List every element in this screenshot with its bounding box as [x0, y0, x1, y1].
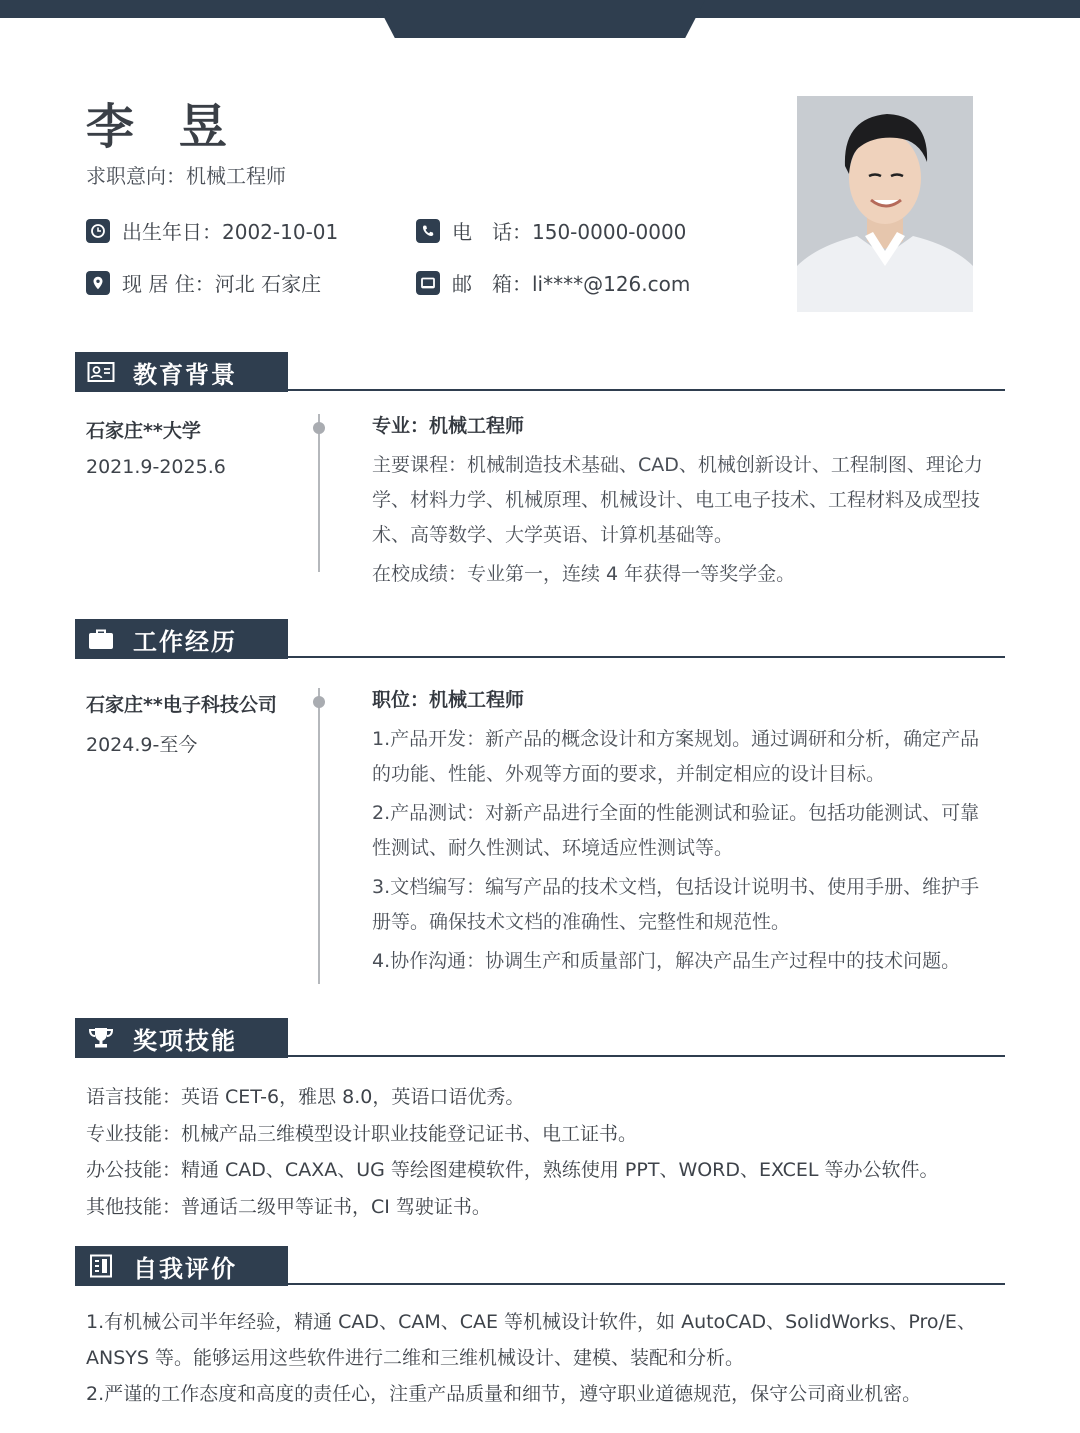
- skill-item: 其他技能：普通话二级甲等证书，CI 驾驶证书。: [86, 1195, 491, 1218]
- residence: 现 居 住：河北 石家庄: [122, 272, 322, 296]
- education-details: [372, 409, 984, 596]
- work-item: 3.文档编写：编写产品的技术文档，包括设计说明书、使用手册、维护手册等。确保技术文档的准确性、完整性和规范性。: [372, 876, 980, 933]
- skill-item: 语言技能：英语 CET-6，雅思 8.0，英语口语优秀。: [86, 1086, 525, 1108]
- self-eval-item: 2.严谨的工作态度和高度的责任心，注重产品质量和细节，遵守职业道德规范，保守公司商业机密。: [86, 1383, 922, 1405]
- major: 专业：机械工程师: [372, 415, 525, 437]
- job-intent: 求职意向：机械工程师: [86, 164, 286, 188]
- education-timeline-dot: [313, 422, 325, 434]
- phone-icon: [416, 219, 440, 243]
- education-timeline: [318, 414, 320, 572]
- self-eval-divider: [75, 1283, 1005, 1285]
- awards-title: 奖项技能: [133, 1026, 237, 1055]
- id-card-icon: [87, 360, 115, 384]
- birth-date-row: [86, 216, 338, 245]
- company-name: 石家庄**电子科技公司: [86, 694, 277, 716]
- work-item: 2.产品测试：对新产品进行全面的性能测试和验证。包括功能测试、可靠性测试、耐久性测试、环境适应性测试等。: [372, 802, 980, 859]
- education-divider: [75, 389, 1005, 391]
- courses: 主要课程：机械制造技术基础、CAD、机械创新设计、工程制图、理论力学、材料力学、机械原理、机械设计、电工电子技术、工程材料及成型技术、高等数学、大学英语、计算机基础等。: [372, 454, 983, 546]
- email: 邮 箱：li****@126.com: [452, 272, 691, 296]
- work-timeline: [318, 688, 320, 984]
- skill-item: 办公技能：精通 CAD、CAXA、UG 等绘图建模软件，熟练使用 PPT、WORD、EXCEL 等办公软件。: [86, 1159, 939, 1181]
- work-timeline-dot: [313, 696, 325, 708]
- clock-icon: [86, 219, 110, 243]
- candidate-name: 李 昱: [86, 99, 241, 155]
- work-item: 1.产品开发：新产品的概念设计和方案规划。通过调研和分析，确定产品的功能、性能、外观等方面的要求，并制定相应的设计目标。: [372, 728, 980, 785]
- email-icon: [416, 271, 440, 295]
- awards-divider: [75, 1055, 1005, 1057]
- self-eval-list: [86, 1304, 996, 1412]
- work-item: 4.协作沟通：协调生产和质量部门，解决产品生产过程中的技术问题。: [372, 950, 961, 972]
- phone-number: 电 话：150-0000-0000: [452, 220, 687, 244]
- education-period: 2021.9-2025.6: [86, 456, 226, 478]
- profile-photo: [797, 96, 973, 312]
- phone-row: [416, 216, 686, 245]
- grades: 在校成绩：专业第一，连续 4 年获得一等奖学金。: [372, 563, 796, 585]
- email-row: [416, 268, 690, 297]
- work-section-header: [75, 619, 1005, 659]
- self-eval-tab: [75, 1246, 288, 1286]
- top-tab-decoration: [375, 0, 705, 38]
- self-eval-item: 1.有机械公司半年经验，精通 CAD、CAM、CAE 等机械设计软件，如 AutoCAD、SolidWorks、Pro/E、ANSYS 等。能够运用这些软件进行二维和三维机械设计、建模、装配和分析。: [86, 1311, 976, 1369]
- awards-section-header: [75, 1018, 1005, 1058]
- school-name: 石家庄**大学: [86, 420, 201, 442]
- residence-row: [86, 268, 321, 297]
- birth-date: 出生年日：2002-10-01: [122, 220, 339, 244]
- education-tab: [75, 352, 288, 392]
- work-details: [372, 683, 984, 983]
- document-icon: [87, 1254, 115, 1278]
- education-section-header: [75, 352, 1005, 392]
- location-pin-icon: [86, 271, 110, 295]
- self-eval-section-header: [75, 1246, 1005, 1286]
- skills-list: [86, 1079, 996, 1225]
- education-title: 教育背景: [133, 360, 237, 389]
- work-title: 工作经历: [133, 627, 237, 656]
- briefcase-icon: [87, 627, 115, 651]
- work-period: 2024.9-至今: [86, 734, 198, 756]
- trophy-icon: [87, 1026, 115, 1050]
- work-tab: [75, 619, 288, 659]
- position: 职位：机械工程师: [372, 689, 525, 711]
- self-eval-title: 自我评价: [133, 1254, 237, 1283]
- skill-item: 专业技能：机械产品三维模型设计职业技能登记证书、电工证书。: [86, 1122, 638, 1145]
- work-divider: [75, 656, 1005, 658]
- awards-tab: [75, 1018, 288, 1058]
